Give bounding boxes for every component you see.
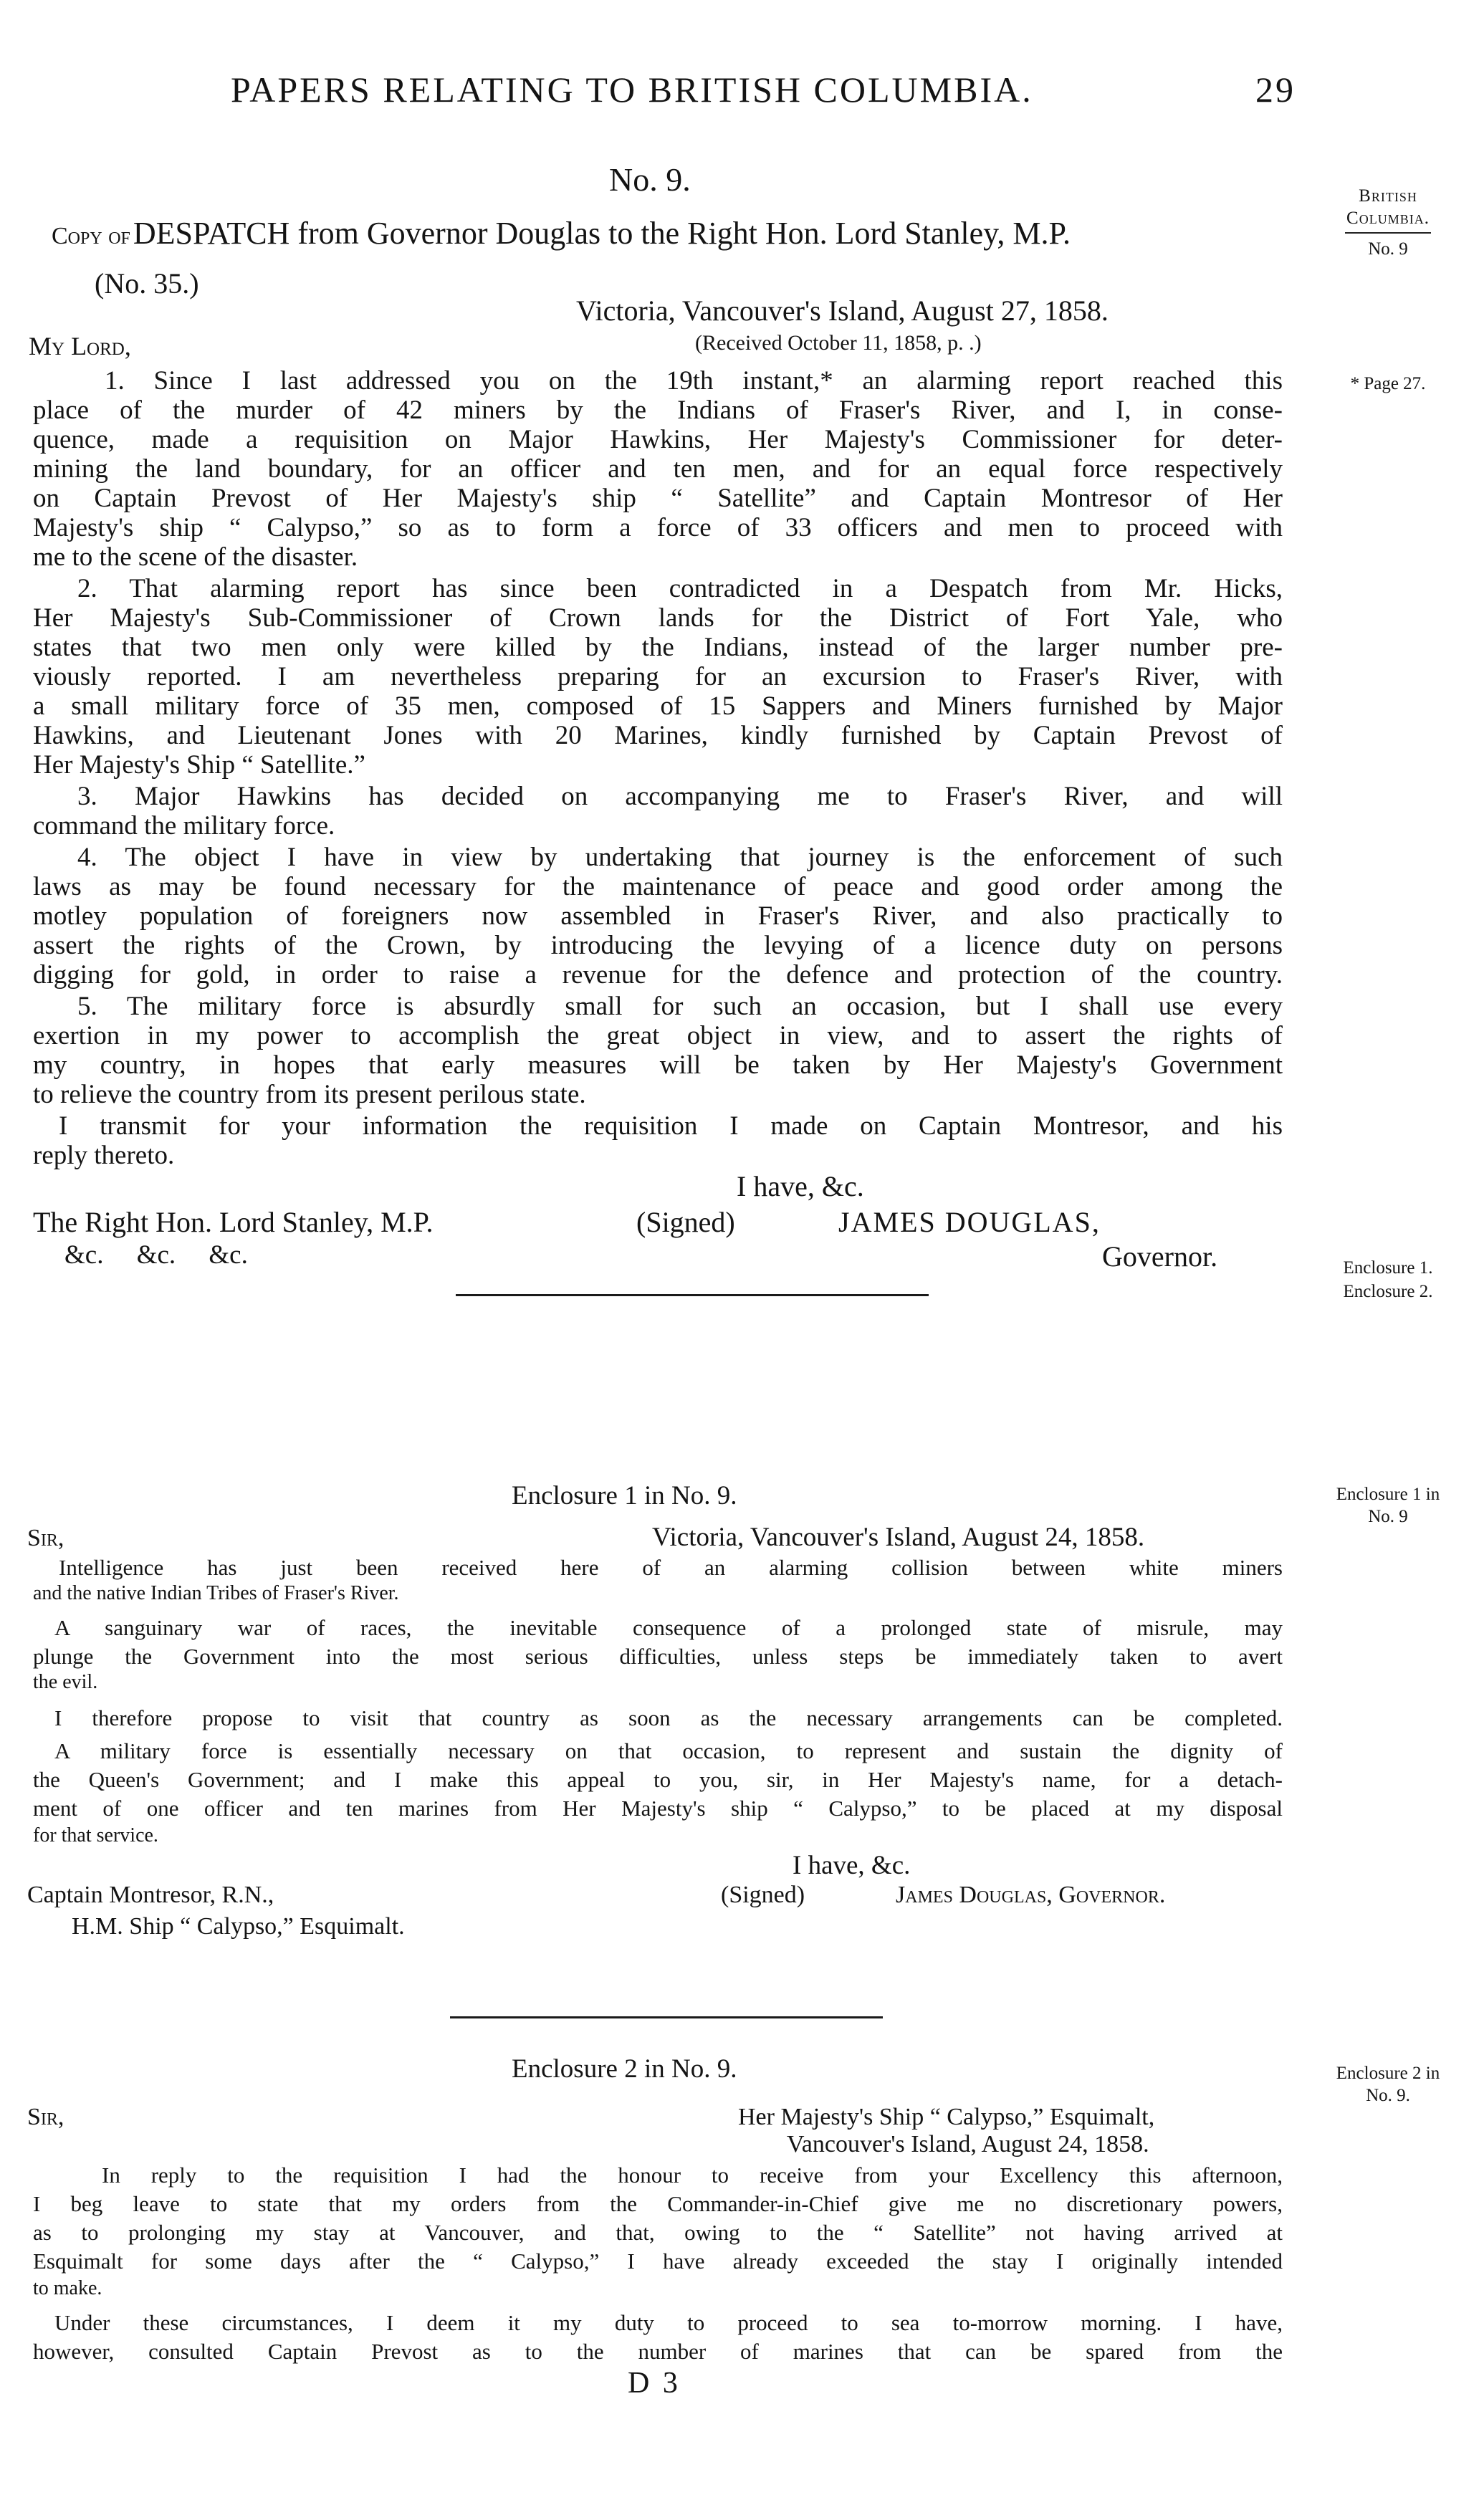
- body-line: motley population of foreigners now assembled in Fraser's River, and also practically to: [33, 901, 1283, 931]
- enclosure2-place-1: Her Majesty's Ship “ Calypso,” Esquimalt,: [738, 2104, 1155, 2130]
- body-line: mining the land boundary, for an officer and ten men, and for an equal force respectively: [33, 454, 1283, 484]
- body-line: command the military force.: [33, 811, 335, 840]
- body-line: exertion in my power to accomplish the great object in view, and to assert the rights of: [33, 1021, 1283, 1050]
- body-line: Her Majesty's Sub-Commissioner of Crown lands for the District of Fort Yale, who: [33, 603, 1283, 633]
- enclosure1-line: for that service.: [33, 1824, 158, 1847]
- enclosure1-line: I therefore propose to visit that country as soon as the necessary arrangements can be completed.: [54, 1705, 1283, 1730]
- enclosure2-line: however, consulted Captain Prevost as to the number of marines that can be spared from the: [33, 2339, 1283, 2364]
- enclosure2-line: I beg leave to state that my orders from the Commander-in-Chief give me no discretionary powers,: [33, 2191, 1283, 2216]
- margin-columbia: Columbia.: [1346, 209, 1430, 228]
- despatch-signer: JAMES DOUGLAS,: [838, 1206, 1101, 1238]
- enclosure1-place-date: Victoria, Vancouver's Island, August 24, 1858.: [652, 1523, 1145, 1552]
- enclosure1-line: plunge the Government into the most serious difficulties, unless steps be immediately taken to avert: [33, 1644, 1283, 1669]
- enclosure2-place-2: Vancouver's Island, August 24, 1858.: [787, 2131, 1149, 2157]
- margin-enclosure-1-in: [1306, 1483, 1470, 1528]
- enclosure2-salutation: Sir,: [27, 2104, 64, 2130]
- despatch-title: [52, 215, 1071, 252]
- body-line: 5. The military force is absurdly small for such an occasion, but I shall use every: [77, 992, 1283, 1021]
- section-divider: [456, 1294, 929, 1296]
- running-header-title: PAPERS RELATING TO BRITISH COLUMBIA.: [231, 70, 1033, 110]
- enclosure2-line: to make.: [33, 2277, 102, 2299]
- body-line: 1. Since I last addressed you on the 19th instant,* an alarming report reached this: [105, 366, 1283, 396]
- despatch-salutation: My Lord,: [29, 332, 131, 360]
- body-line: Her Majesty's Ship “ Satellite.”: [33, 750, 365, 780]
- margin-enc2-line2: No. 9.: [1366, 2086, 1410, 2105]
- body-line: digging for gold, in order to raise a revenue for the defence and protection of the country.: [33, 960, 1283, 990]
- margin-page-ref: * Page 27.: [1350, 374, 1426, 393]
- enclosure1-line: and the native Indian Tribes of Fraser's River.: [33, 1582, 399, 1604]
- margin-rule: [1345, 232, 1431, 234]
- enclosure2-line: In reply to the requisition I had the honour to receive from your Excellency this afternoon,: [102, 2162, 1283, 2188]
- enclosure1-closing: I have, &c.: [793, 1851, 911, 1880]
- enclosure1-line: A sanguinary war of races, the inevitable consequence of a prolonged state of misrule, may: [54, 1615, 1283, 1640]
- body-line: reply thereto.: [33, 1141, 175, 1170]
- body-line: my country, in hopes that early measures will be taken by Her Majesty's Government: [33, 1050, 1283, 1080]
- body-line: 3. Major Hawkins has decided on accompanying me to Fraser's River, and will: [77, 782, 1283, 811]
- margin-enc1-line1: Enclosure 1 in: [1336, 1485, 1440, 1504]
- enclosure1-signed: (Signed): [721, 1882, 805, 1908]
- margin-note-british-columbia: [1306, 185, 1470, 260]
- body-line: to relieve the country from its present perilous state.: [33, 1080, 586, 1109]
- enclosure1-addressee-ship: H.M. Ship “ Calypso,” Esquimalt.: [72, 1913, 405, 1940]
- despatch-sub-number: (No. 35.): [95, 267, 199, 300]
- margin-british: British: [1359, 186, 1417, 206]
- body-line: laws as may be found necessary for the maintenance of peace and good order among the: [33, 872, 1283, 901]
- body-line: me to the scene of the disaster.: [33, 542, 358, 572]
- section-divider: [450, 2016, 883, 2018]
- body-line: 2. That alarming report has since been contradicted in a Despatch from Mr. Hicks,: [77, 574, 1283, 603]
- body-line: 4. The object I have in view by undertaking that journey is the enforcement of such: [77, 843, 1283, 872]
- enclosure1-salutation: Sir,: [27, 1525, 64, 1551]
- body-line: Hawkins, and Lieutenant Jones with 20 Marines, kindly furnished by Captain Prevost of: [33, 721, 1283, 750]
- margin-enc2-line1: Enclosure 2 in: [1336, 2064, 1440, 2083]
- body-line: states that two men only were killed by the Indians, instead of the larger number pre-: [33, 633, 1283, 662]
- despatch-title-prefix: Copy of: [52, 223, 130, 249]
- enclosure2-line: Under these circumstances, I deem it my duty to proceed to sea to-morrow morning. I have,: [54, 2310, 1283, 2335]
- body-line: quence, made a requisition on Major Hawkins, Her Majesty's Commissioner for deter-: [33, 425, 1283, 454]
- margin-enclosure-2: Enclosure 2.: [1343, 1282, 1433, 1301]
- body-line: a small military force of 35 men, composed of 15 Sappers and Miners furnished by Major: [33, 691, 1283, 721]
- body-line: place of the murder of 42 miners by the Indians of Fraser's River, and I, in conse-: [33, 396, 1283, 425]
- margin-no9: No. 9: [1368, 239, 1408, 259]
- despatch-signed: (Signed): [636, 1206, 735, 1238]
- body-line: Majesty's ship “ Calypso,” so as to form a force of 33 officers and men to proceed with: [33, 513, 1283, 542]
- margin-enclosure-1: Enclosure 1.: [1343, 1258, 1433, 1278]
- page-number: 29: [1255, 70, 1296, 110]
- despatch-signer-title: Governor.: [1102, 1240, 1218, 1273]
- enclosure2-line: Esquimalt for some days after the “ Calypso,” I have already exceeded the stay I originally intended: [33, 2248, 1283, 2274]
- despatch-etc: &c. &c. &c.: [64, 1240, 248, 1270]
- despatch-number: No. 9.: [609, 161, 691, 198]
- enclosure2-heading: Enclosure 2 in No. 9.: [512, 2054, 737, 2084]
- enclosure1-heading: Enclosure 1 in No. 9.: [512, 1481, 737, 1510]
- despatch-place-date: Victoria, Vancouver's Island, August 27, 1858.: [576, 294, 1109, 327]
- despatch-closing: I have, &c.: [737, 1170, 864, 1202]
- body-line: viously reported. I am nevertheless preparing for an excursion to Fraser's River, with: [33, 662, 1283, 691]
- margin-enclosure-2-in: [1306, 2062, 1470, 2107]
- despatch-addressee: The Right Hon. Lord Stanley, M.P.: [33, 1206, 434, 1238]
- body-line: I transmit for your information the requisition I made on Captain Montresor, and his: [59, 1111, 1283, 1141]
- enclosure1-line: A military force is essentially necessary on that occasion, to represent and sustain the dignity of: [54, 1738, 1283, 1763]
- enclosure1-line: Intelligence has just been received here of an alarming collision between white miners: [59, 1555, 1283, 1580]
- enclosure2-line: as to prolonging my stay at Vancouver, and that, owing to the “ Satellite” not having arrived at: [33, 2220, 1283, 2245]
- enclosure1-signer: James Douglas, Governor.: [896, 1882, 1166, 1908]
- despatch-title-main: DESPATCH from Governor Douglas to the Right Hon. Lord Stanley, M.P.: [133, 216, 1071, 251]
- enclosure1-line: the Queen's Government; and I make this appeal to you, sir, in Her Majesty's name, for a detach-: [33, 1767, 1283, 1792]
- signature-mark: D 3: [628, 2367, 681, 2400]
- body-line: assert the rights of the Crown, by introducing the levying of a licence duty on persons: [33, 931, 1283, 960]
- enclosure1-line: ment of one officer and ten marines from Her Majesty's ship “ Calypso,” to be placed at my disposal: [33, 1796, 1283, 1821]
- despatch-received: (Received October 11, 1858, p. .): [695, 331, 982, 355]
- enclosure1-addressee: Captain Montresor, R.N.,: [27, 1882, 274, 1908]
- body-line: on Captain Prevost of Her Majesty's ship “ Satellite” and Captain Montresor of Her: [33, 484, 1283, 513]
- margin-enc1-line2: No. 9: [1368, 1507, 1408, 1526]
- enclosure1-line: the evil.: [33, 1671, 98, 1693]
